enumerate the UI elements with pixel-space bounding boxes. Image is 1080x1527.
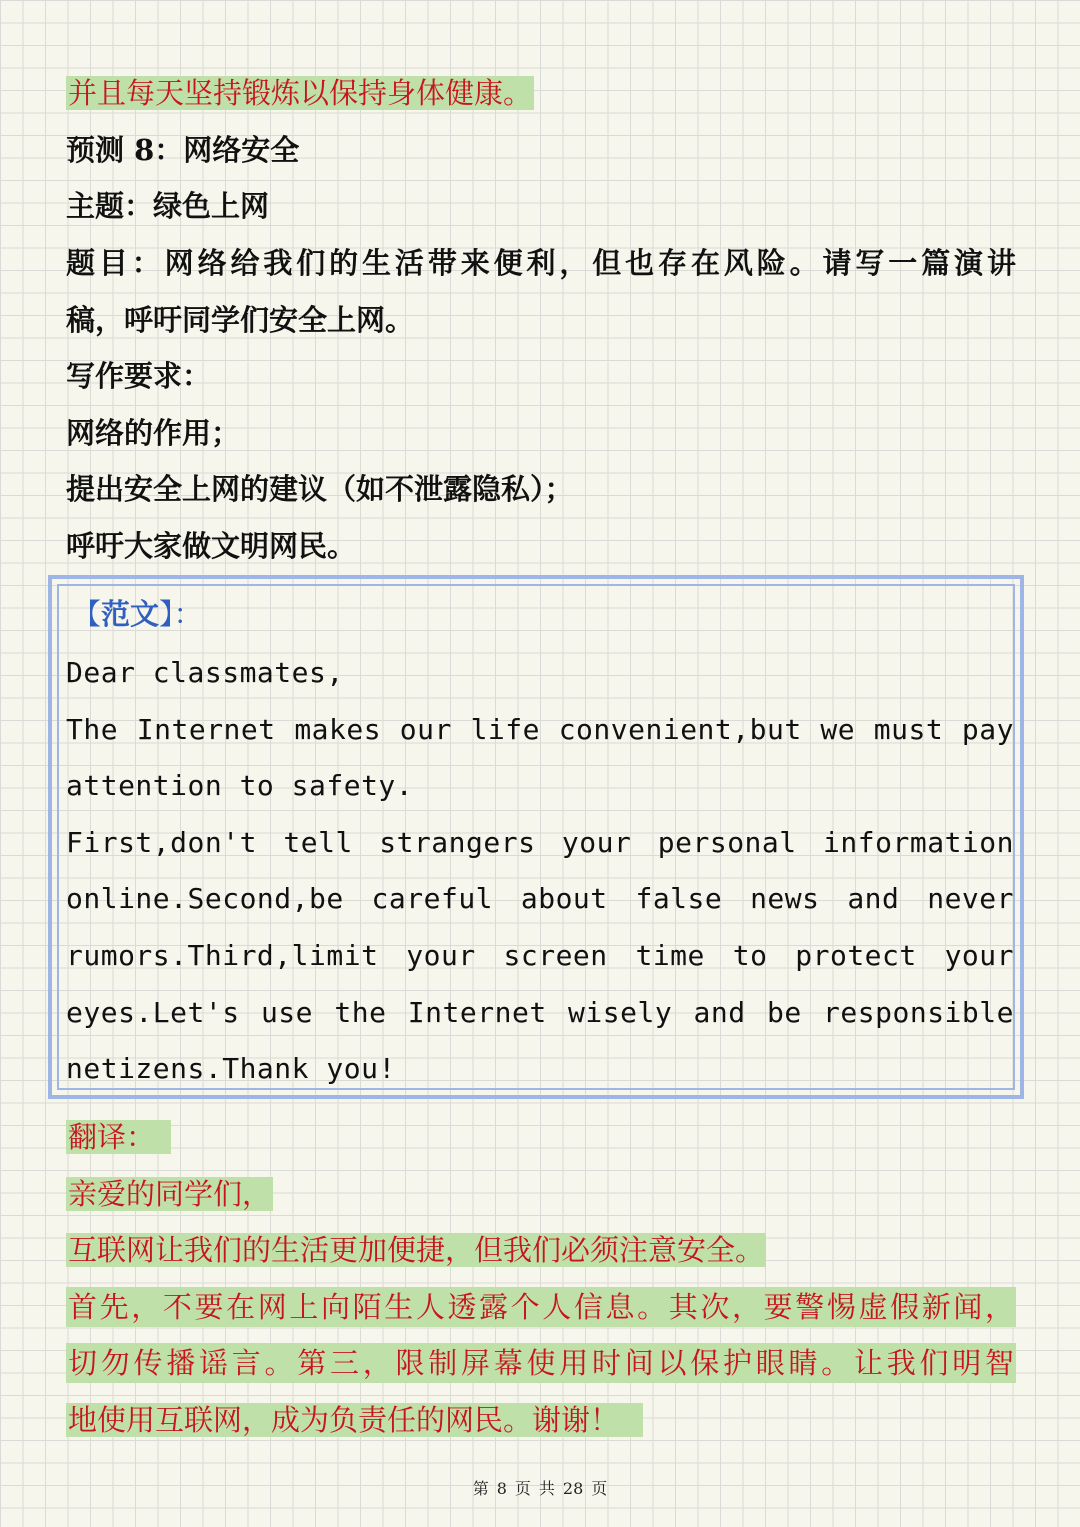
translation-row-5	[66, 1400, 1016, 1440]
footer-page-number: 8	[496, 1479, 507, 1498]
requirement-1: 网络的作用；	[66, 416, 241, 450]
translation-heading-row	[66, 1117, 1016, 1157]
translation-line-1: 亲爱的同学们，	[68, 1177, 272, 1211]
translation-heading: 翻译：	[66, 1120, 171, 1154]
footer-prefix: 第	[472, 1479, 489, 1498]
topic-line: 主题：绿色上网	[66, 189, 270, 223]
essay-line-2: The Internet makes our life convenient,but we must pay	[66, 713, 1014, 746]
essay-line-3: attention to safety.	[66, 769, 414, 802]
essay-line-7: eyes.Let's use the Internet wisely and be responsible	[66, 996, 1014, 1029]
essay-line-8: netizens.Thank you!	[66, 1052, 396, 1085]
requirements-heading: 写作要求：	[66, 359, 212, 393]
tag-label: 范文	[101, 597, 160, 631]
essay-line-6: rumors.Third,limit your screen time to protect your	[66, 939, 1014, 972]
model-essay-tag	[72, 594, 1016, 634]
prediction-heading: 预测 8：网络安全	[66, 133, 300, 167]
essay-line-4: First,don't tell strangers your personal information	[66, 826, 1014, 859]
prompt-line-2: 稿，呼吁同学们安全上网。	[66, 303, 415, 337]
intro-last-line	[66, 73, 1016, 113]
footer-page-word: 页	[514, 1479, 531, 1498]
translation-row-2	[66, 1230, 1016, 1270]
page-footer	[0, 1476, 1080, 1499]
requirement-3: 呼吁大家做文明网民。	[66, 529, 357, 563]
footer-total-pages: 28	[562, 1479, 584, 1498]
translation-line-4: 切勿传播谣言。第三，限制屏幕使用时间以保护眼睛。让我们明智	[66, 1343, 1016, 1383]
essay-line-5: online.Second,be careful about false news and never	[66, 882, 1014, 915]
footer-suffix: 页	[591, 1479, 608, 1498]
translation-row-1	[66, 1174, 1016, 1214]
tag-close-bracket: 】：	[159, 597, 203, 631]
requirement-2: 提出安全上网的建议（如不泄露隐私）；	[66, 472, 574, 506]
essay-line-1: Dear classmates,	[66, 656, 344, 689]
tag-open-bracket: 【	[72, 597, 102, 631]
footer-total-word: 共	[538, 1479, 555, 1498]
translation-line-5: 地使用互联网，成为负责任的网民。谢谢！	[66, 1403, 643, 1437]
prompt-line-1: 题目：网络给我们的生活带来便利，但也存在风险。请写一篇演讲	[66, 246, 1016, 280]
translation-line-3: 首先，不要在网上向陌生人透露个人信息。其次，要警惕虚假新闻，	[66, 1287, 1016, 1327]
translation-line-2: 互联网让我们的生活更加便捷，但我们必须注意安全。	[68, 1233, 765, 1267]
intro-highlight: 并且每天坚持锻炼以保持身体健康。	[68, 76, 533, 110]
